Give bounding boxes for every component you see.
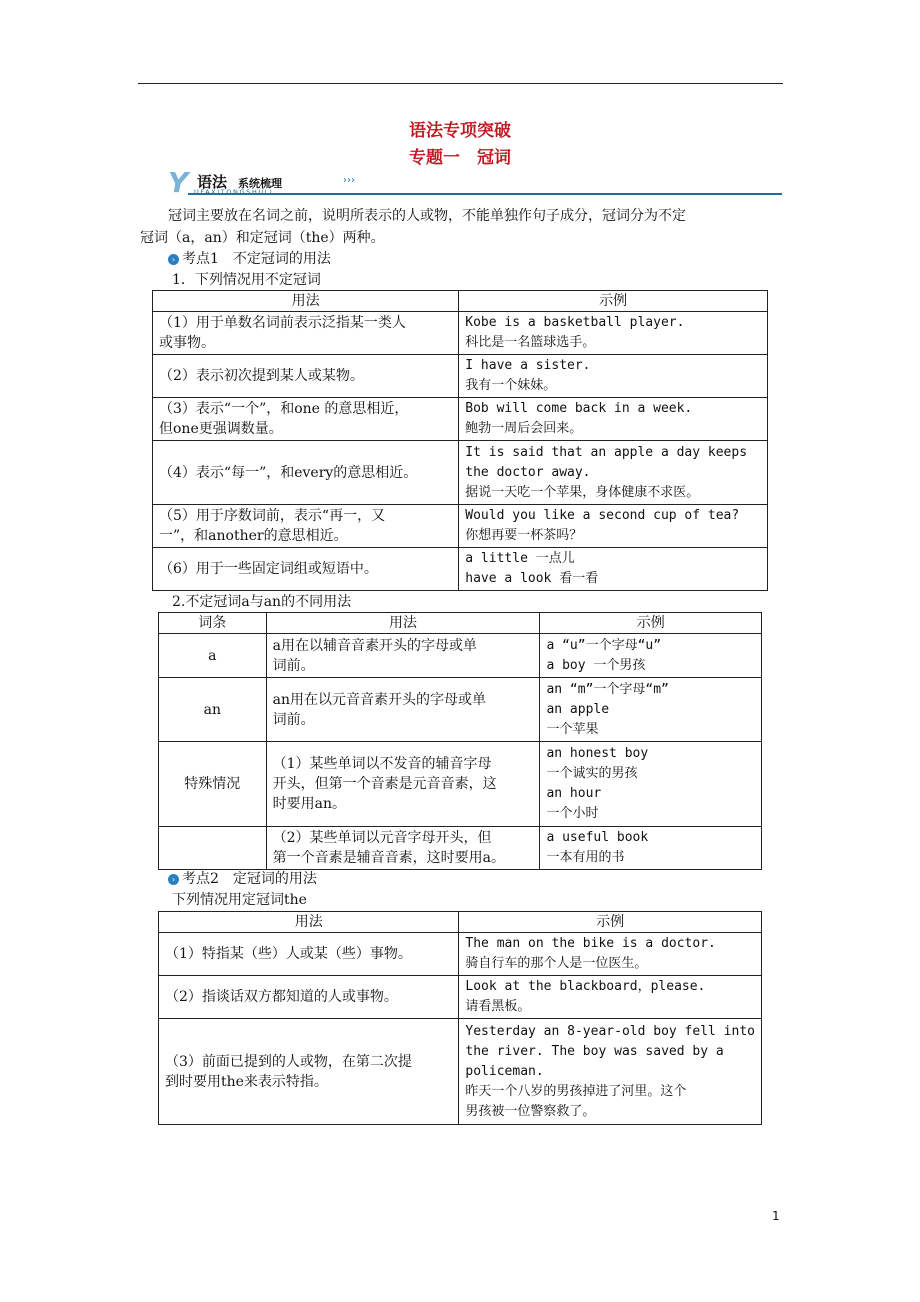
text-line: 我有一个妹妹。 [465, 378, 557, 393]
text-line: policeman. [465, 1063, 544, 1079]
example-cell [459, 398, 768, 441]
example-cell [459, 505, 768, 548]
text-line: Yesterday an 8-year-old boy fell into [465, 1023, 755, 1039]
point1-heading [168, 249, 331, 269]
column-header: 用法 [159, 912, 459, 933]
table-header-row [153, 291, 768, 312]
usage-cell [153, 505, 459, 548]
text-line: It is said that an apple a day keeps [465, 444, 748, 460]
table-row [153, 355, 768, 398]
table-row [153, 398, 768, 441]
page-number: 1 [772, 1209, 780, 1223]
table-row [159, 827, 762, 870]
usage-cell [266, 678, 540, 742]
text-line: an “m”一个字母“m” [546, 681, 669, 697]
text-line: a little 一点儿 [465, 551, 575, 566]
section-banner [168, 166, 782, 199]
text-line: a useful book [546, 830, 649, 845]
text-line: an hour [546, 786, 602, 801]
column-header: 示例 [459, 291, 768, 312]
table-row [153, 312, 768, 355]
text-line: I have a sister. [465, 358, 591, 373]
text-line: 科比是一名篮球选手。 [465, 335, 596, 350]
banner-line [188, 193, 782, 195]
text-line: 骑自行车的那个人是一位医生。 [465, 956, 648, 971]
text-line: （2）表示初次提到某人或某物。 [159, 368, 364, 384]
example-cell [459, 933, 762, 976]
subhead-2: 2.不定冠词a与an的不同用法 [172, 594, 352, 610]
usage-cell [266, 634, 540, 678]
text-line: have a look 看一看 [465, 571, 599, 586]
text-line: （5）用于序数词前，表示“再一，又 [159, 508, 386, 524]
text-line: （4）表示“每一”，和every的意思相近。 [159, 464, 418, 481]
text-line: an用在以元音音素开头的字母或单 [272, 691, 486, 708]
table-row [159, 634, 762, 678]
example-cell [540, 634, 762, 678]
usage-cell [153, 441, 459, 505]
text-line: a用在以辅音音素开头的字母或单 [272, 637, 477, 654]
usage-cell [153, 398, 459, 441]
text-line: （2）某些单词以元音字母开头，但 [272, 830, 492, 846]
text-line: 一个小时 [546, 806, 599, 821]
column-header: 示例 [459, 912, 762, 933]
text-line: 一个苹果 [546, 721, 599, 737]
usage-cell [266, 827, 540, 870]
table-row [159, 976, 762, 1019]
table-row [153, 548, 768, 591]
example-cell [459, 548, 768, 591]
text-line: 鲍勃一周后会回来。 [465, 421, 583, 436]
text-line: 一个诚实的男孩 [546, 766, 638, 781]
text-line: Look at the blackboard，please. [465, 979, 706, 994]
table-row [159, 678, 762, 742]
text-line: 据说一天吃一个苹果，身体健康不求医。 [465, 484, 700, 500]
text-line: 但one更强调数量。 [159, 421, 283, 437]
usage-cell [159, 933, 459, 976]
point1-subhead: 1．下列情况用不定冠词 [172, 272, 321, 288]
entry-cell: an [159, 678, 267, 742]
top-rule [138, 83, 783, 84]
banner-arrow-icon: ››› [343, 175, 355, 186]
text-line: 男孩被一位警察救了。 [465, 1103, 596, 1119]
text-line: Would you like a second cup of tea? [465, 508, 740, 523]
point2-heading [168, 869, 317, 889]
entry-cell [159, 827, 267, 870]
text-line: an apple [546, 701, 610, 717]
example-cell [540, 742, 762, 827]
example-cell [459, 312, 768, 355]
text-line: Bob will come back in a week. [465, 401, 693, 416]
column-header: 词条 [159, 613, 267, 634]
example-cell [459, 1019, 762, 1125]
banner-sub: 系统梳理 [238, 177, 282, 190]
usage-cell [159, 976, 459, 1019]
text-line: （3）前面已提到的人或物，在第二次提 [165, 1053, 412, 1070]
text-line: an honest boy [546, 746, 649, 761]
table-definite-usage [158, 911, 762, 1125]
text-line: 词前。 [272, 711, 315, 728]
text-line: （2）指谈话双方都知道的人或事物。 [165, 989, 398, 1005]
text-line: 到时要用the来表示特指。 [165, 1073, 328, 1090]
table-row [159, 933, 762, 976]
intro-line-1: 冠词主要放在名词之前，说明所表示的人或物，不能单独作句子成分，冠词分为不定 [168, 208, 686, 224]
page-title: 语法专项突破 [409, 121, 511, 141]
text-line: （3）表示“一个”，和one 的意思相近， [159, 401, 409, 417]
point1-label: 考点1 不定冠词的用法 [182, 251, 331, 267]
text-line: （1）用于单数名词前表示泛指某一类人 [159, 315, 406, 331]
text-line: Kobe is a basketball player. [465, 315, 685, 330]
table-row [159, 1019, 762, 1125]
example-cell [540, 678, 762, 742]
example-cell [540, 827, 762, 870]
usage-cell [159, 1019, 459, 1125]
text-line: （6）用于一些固定词组或短语中。 [159, 561, 378, 577]
text-line: the doctor away. [465, 464, 591, 480]
table-header-row [159, 613, 762, 634]
text-line: 第一个音素是辅音音素，这时要用a。 [272, 850, 505, 866]
text-line: （1）特指某（些）人或某（些）事物。 [165, 946, 412, 962]
point-bullet-icon: › [168, 874, 179, 885]
text-line: a “u”一个字母“u” [546, 637, 662, 653]
example-cell [459, 441, 768, 505]
column-header: 用法 [153, 291, 459, 312]
entry-cell: 特殊情况 [159, 742, 267, 827]
example-cell [459, 976, 762, 1019]
column-header: 用法 [266, 613, 540, 634]
text-line: （1）某些单词以不发音的辅音字母 [272, 756, 492, 772]
page-subtitle: 专题一 冠词 [409, 148, 511, 168]
text-line: 或事物。 [159, 335, 215, 351]
text-line: The man on the bike is a doctor. [465, 936, 716, 951]
text-line: 开头，但第一个音素是元音音素，这 [272, 776, 497, 792]
text-line: the river. The boy was saved by a [465, 1043, 724, 1059]
point2-label: 考点2 定冠词的用法 [182, 871, 317, 887]
table-indefinite-usage [152, 290, 768, 591]
entry-cell: a [159, 634, 267, 678]
banner-main: 语法 [197, 173, 228, 191]
text-line: a boy 一个男孩 [546, 657, 646, 673]
text-line: 请看黑板。 [465, 999, 531, 1014]
text-line: 一”，和another的意思相近。 [159, 528, 348, 544]
table-row [159, 742, 762, 827]
table-a-vs-an [158, 612, 762, 870]
text-line: 时要用an。 [272, 796, 346, 812]
usage-cell [153, 312, 459, 355]
usage-cell [153, 548, 459, 591]
text-line: 词前。 [272, 657, 315, 674]
usage-cell [153, 355, 459, 398]
table-header-row [159, 912, 762, 933]
banner-letter: Y [168, 166, 189, 199]
point2-subhead: 下列情况用定冠词the [172, 892, 307, 908]
banner-pinyin: UFAXITONGSHULI [194, 188, 274, 196]
table-row [153, 505, 768, 548]
text-line: 昨天一个八岁的男孩掉进了河里。这个 [465, 1083, 687, 1099]
intro-line-2: 冠词（a，an）和定冠词（the）两种。 [140, 230, 385, 246]
point-bullet-icon: › [168, 254, 179, 265]
usage-cell [266, 742, 540, 827]
text-line: 你想再要一杯茶吗？ [465, 528, 583, 543]
text-line: 一本有用的书 [546, 850, 625, 865]
example-cell [459, 355, 768, 398]
table-row [153, 441, 768, 505]
column-header: 示例 [540, 613, 762, 634]
